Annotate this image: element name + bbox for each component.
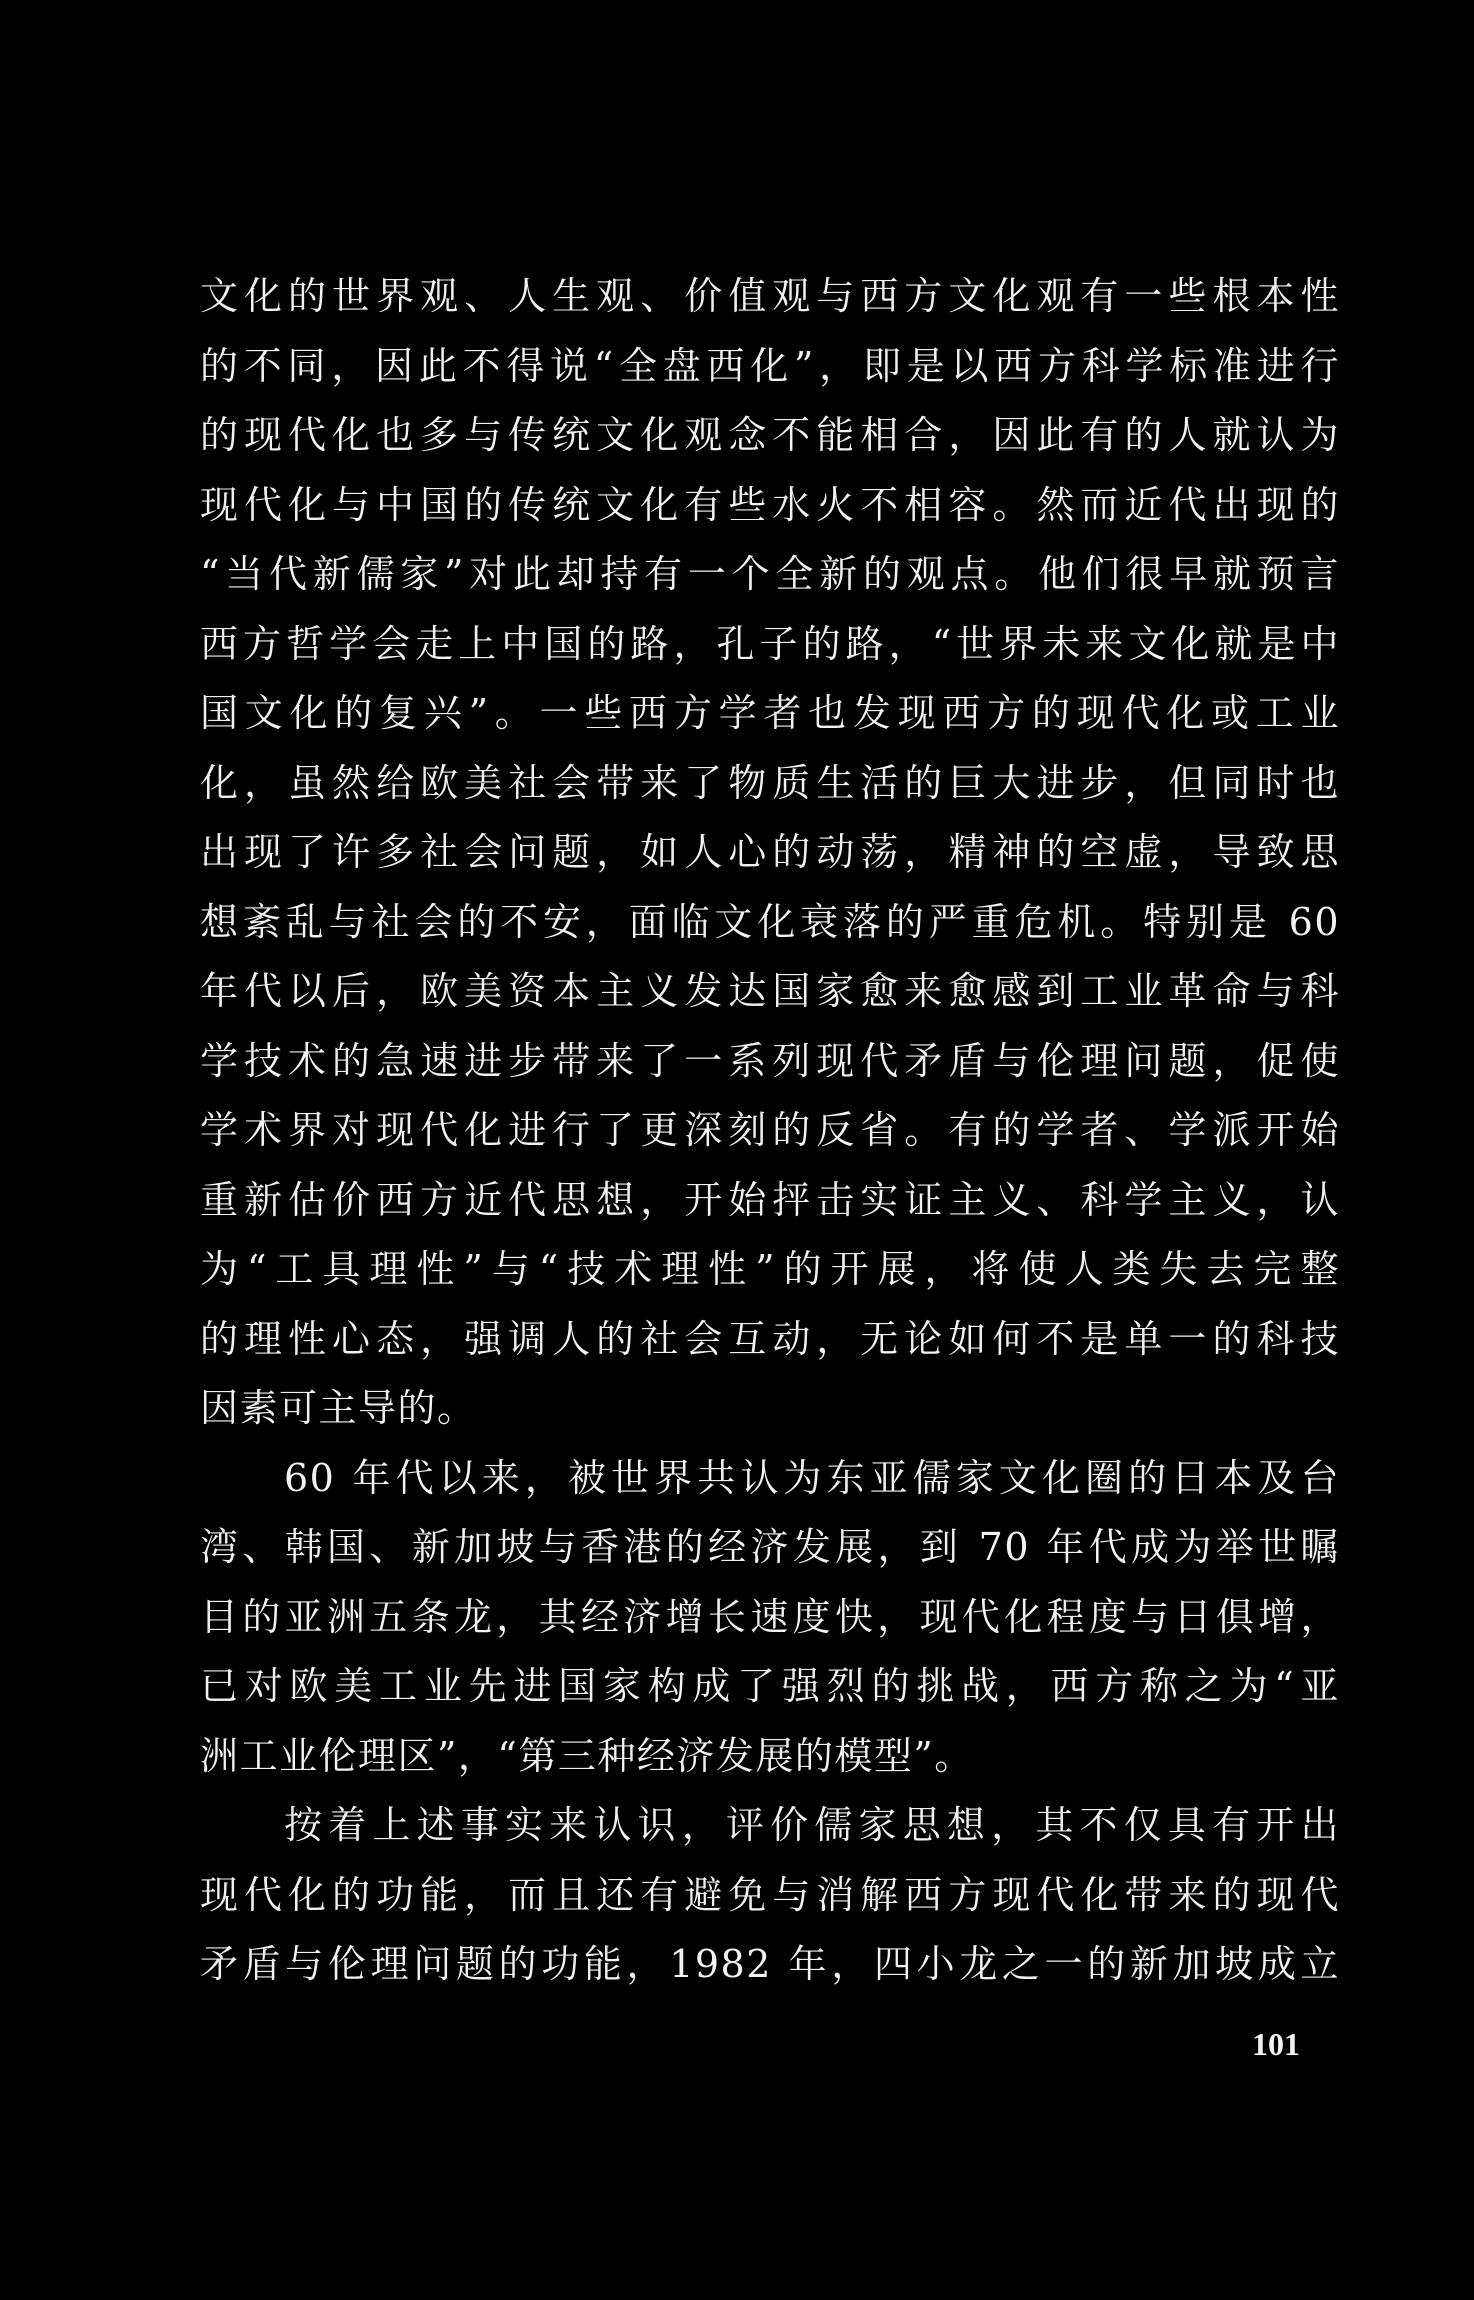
text-line: 学技术的急速进步带来了一系列现代矛盾与伦理问题，促使 <box>200 1038 1340 1083</box>
text-line: 的理性心态，强调人的社会互动，无论如何不是单一的科技 <box>200 1316 1340 1361</box>
text-line: 重新估价西方近代思想，开始抨击实证主义、科学主义，认 <box>200 1177 1340 1222</box>
text-line: 现代化的功能，而且还有避免与消解西方现代化带来的现代 <box>200 1872 1340 1917</box>
text-line: 60 年代以来，被世界共认为东亚儒家文化圈的日本及台 <box>284 1455 1340 1500</box>
text-line: 西方哲学会走上中国的路，孔子的路，“世界未来文化就是中 <box>200 621 1340 666</box>
text-line: 因素可主导的。 <box>200 1386 477 1430</box>
text-line: 国文化的复兴”。一些西方学者也发现西方的现代化或工业 <box>200 691 1340 735</box>
text-line: 现代化与中国的传统文化有些水火不相容。然而近代出现的 <box>200 482 1340 527</box>
text-line: 目的亚洲五条龙，其经济增长速度快，现代化程度与日俱增， <box>200 1594 1340 1639</box>
text-line: 矛盾与伦理问题的功能，1982 年，四小龙之一的新加坡成立 <box>200 1942 1340 1986</box>
text-line: 年代以后，欧美资本主义发达国家愈来愈感到工业革命与科 <box>200 969 1340 1013</box>
text-line: 出现了许多社会问题，如人心的动荡，精神的空虚，导致思 <box>200 830 1340 874</box>
text-line: 按着上述事实来认识，评价儒家思想，其不仅具有开出 <box>284 1803 1340 1847</box>
text-line: 化，虽然给欧美社会带来了物质生活的巨大进步，但同时也 <box>200 760 1340 805</box>
text-line: 文化的世界观、人生观、价值观与西方文化观有一些根本性 <box>200 274 1340 318</box>
text-line: 学术界对现代化进行了更深刻的反省。有的学者、学派开始 <box>200 1108 1340 1152</box>
page-number: 101 <box>1252 2026 1300 2062</box>
text-line: 为“工具理性”与“技术理性”的开展，将使人类失去完整 <box>200 1247 1340 1291</box>
text-line: 湾、韩国、新加坡与香港的经济发展，到 70 年代成为举世瞩 <box>200 1525 1340 1569</box>
text-line: 的不同，因此不得说“全盘西化”，即是以西方科学标准进行 <box>200 343 1340 388</box>
text-line: 已对欧美工业先进国家构成了强烈的挑战，西方称之为“亚 <box>200 1664 1340 1708</box>
text-line: 想紊乱与社会的不安，面临文化衰落的严重危机。特别是 60 <box>200 899 1340 944</box>
text-line: 的现代化也多与传统文化观念不能相合，因此有的人就认为 <box>200 413 1340 457</box>
body-text <box>200 262 1340 2000</box>
text-line: “当代新儒家”对此却持有一个全新的观点。他们很早就预言 <box>200 552 1340 596</box>
text-line: 洲工业伦理区”，“第三种经济发展的模型”。 <box>200 1733 974 1778</box>
